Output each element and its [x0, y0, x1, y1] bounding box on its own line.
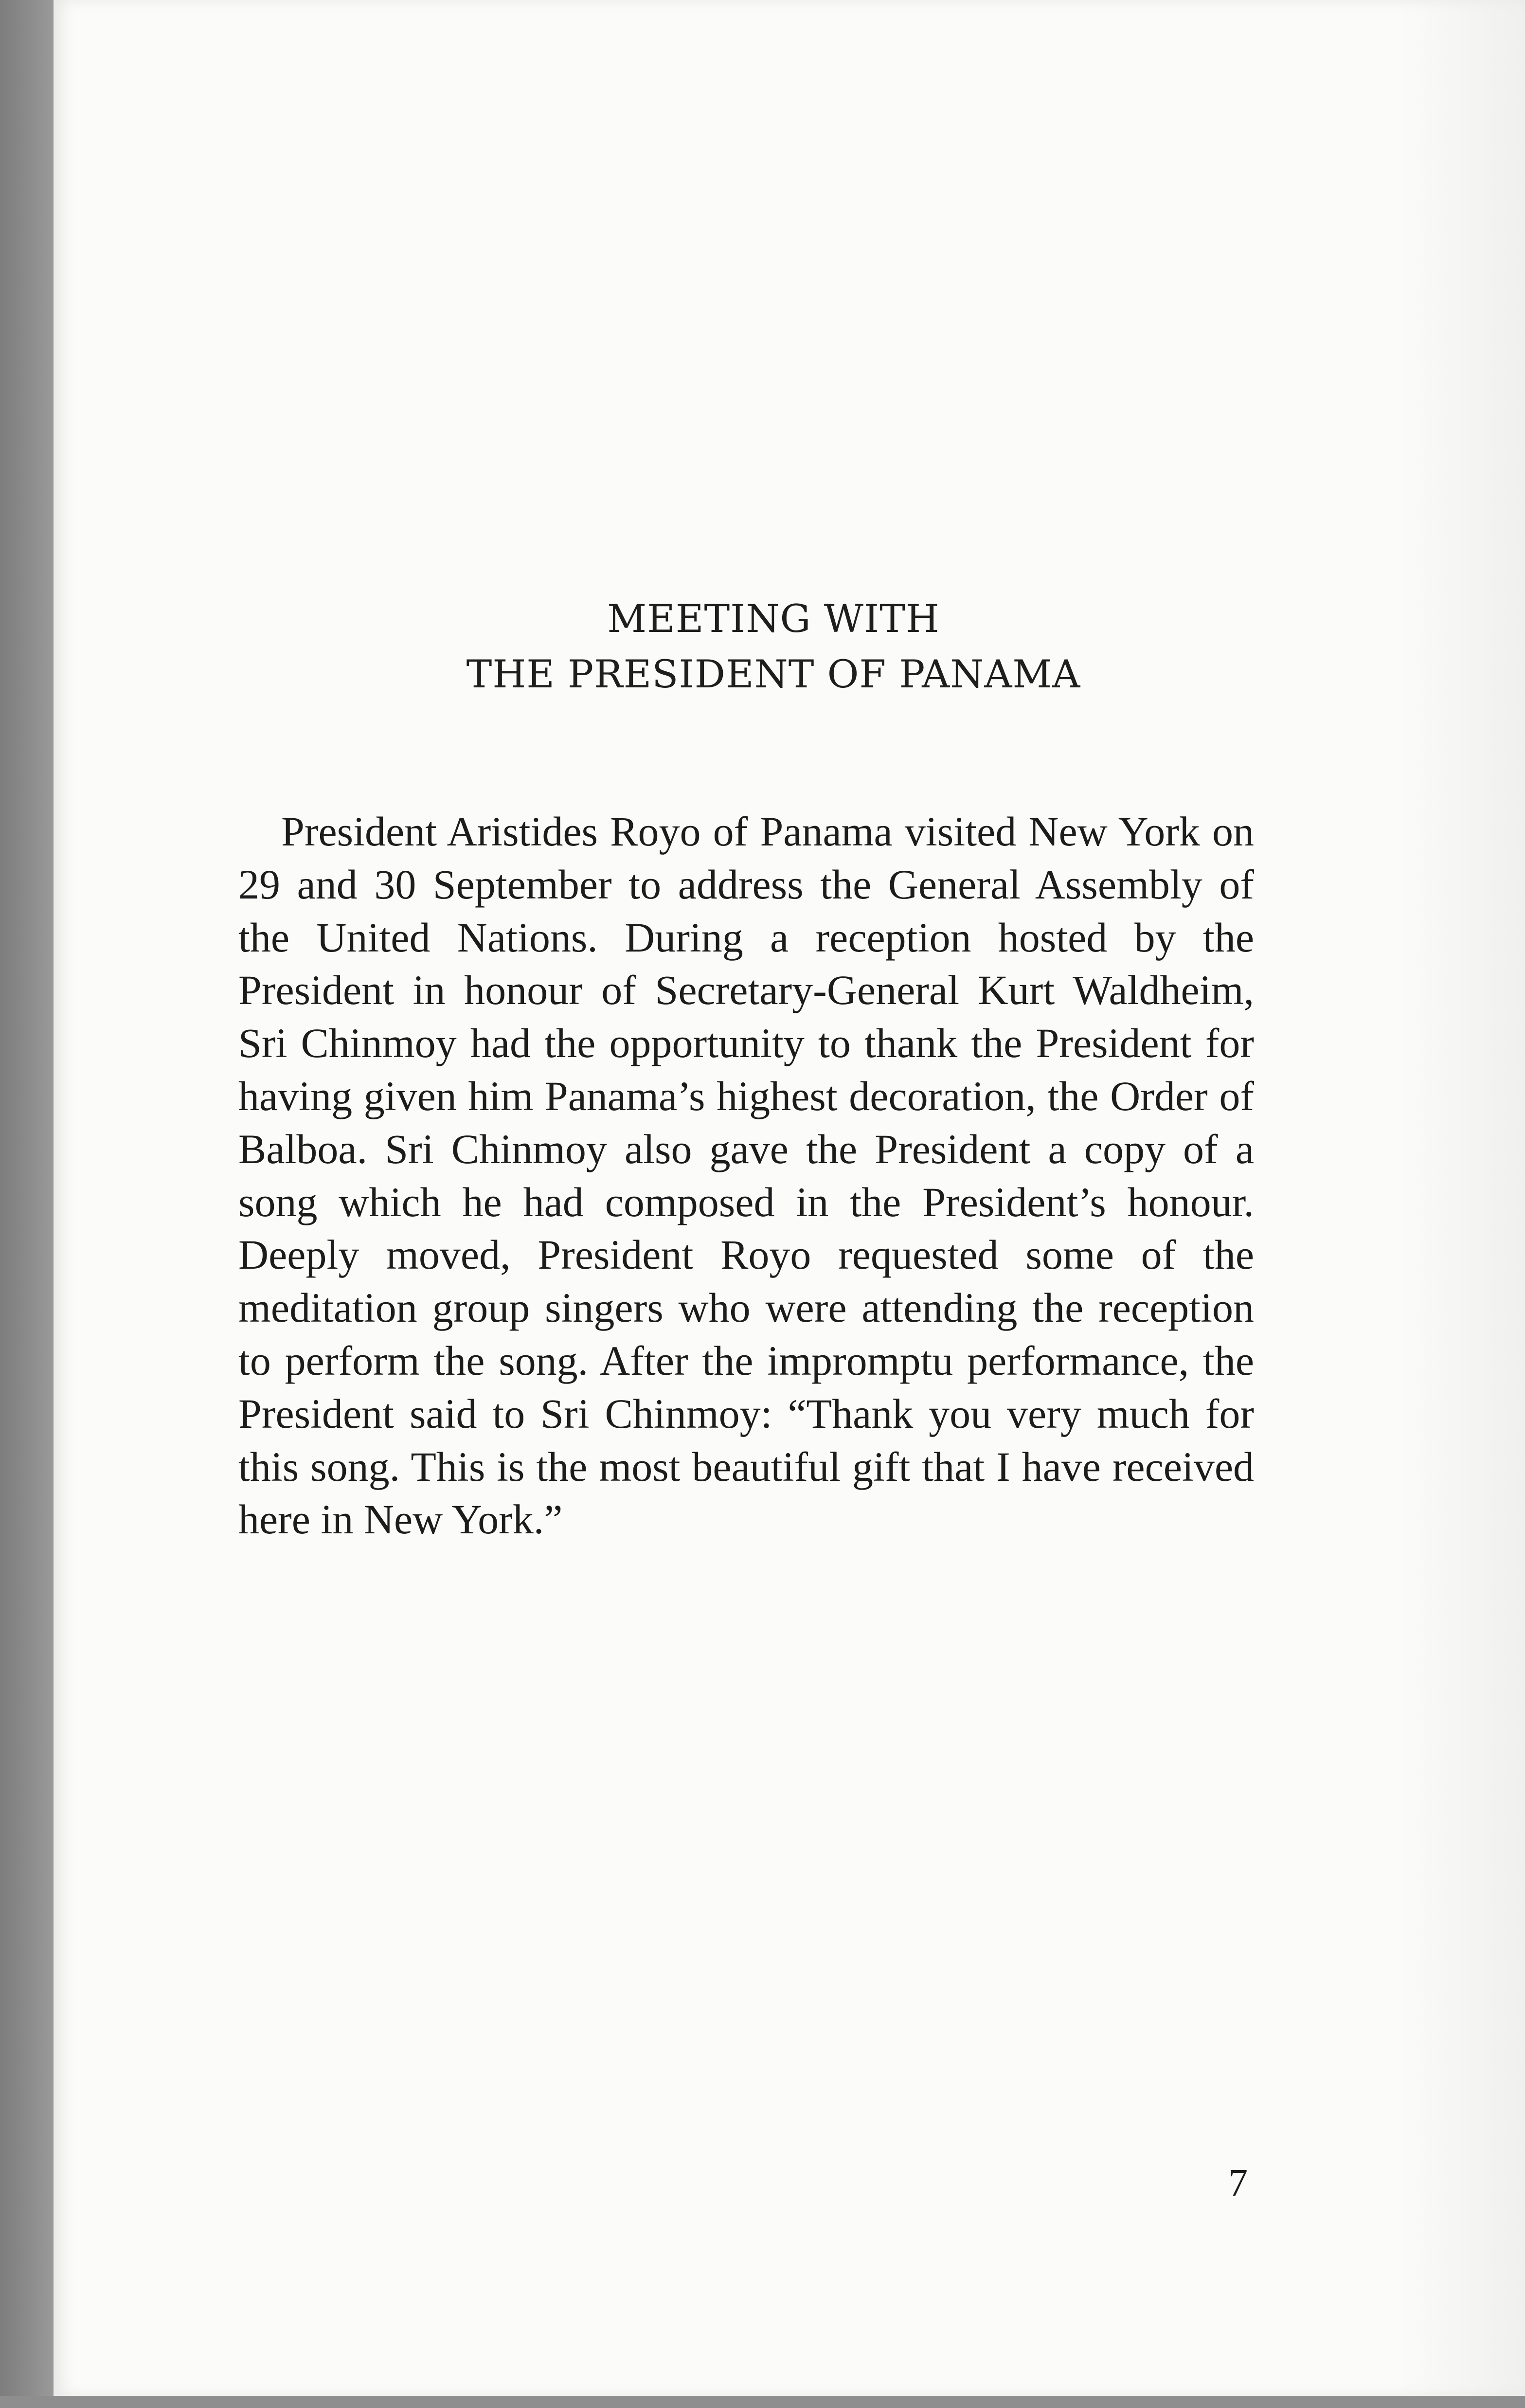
chapter-heading	[238, 591, 1309, 702]
page-number: 7	[1228, 2162, 1248, 2205]
scan-border-left	[0, 0, 54, 2408]
heading-line-1: MEETING WITH	[607, 596, 940, 641]
body-paragraph: President Aristides Royo of Panama visited New York on 29 and 30 September to address the General Assembly of the United Nations. During a reception hosted by the President in honour of Secretary-General Kurt Waldheim, Sri Chinmoy had the opportunity to thank the President for having given him Panama’s highest decoration, the Order of Balboa. Sri Chinmoy also gave the President a copy of a song which he had composed in the President’s honour. Deeply moved, President Royo requested some of the meditation group singers who were attending the reception to perform the song. After the impromptu performance, the President said to Sri Chinmoy: “Thank you very much for this song. This is the most beautiful gift that I have received here in New York.”	[238, 808, 1254, 1543]
heading-line-2: THE PRESIDENT OF PANAMA	[466, 652, 1081, 697]
page-shading	[1399, 0, 1525, 2396]
scan-border-bottom	[0, 2396, 1525, 2408]
